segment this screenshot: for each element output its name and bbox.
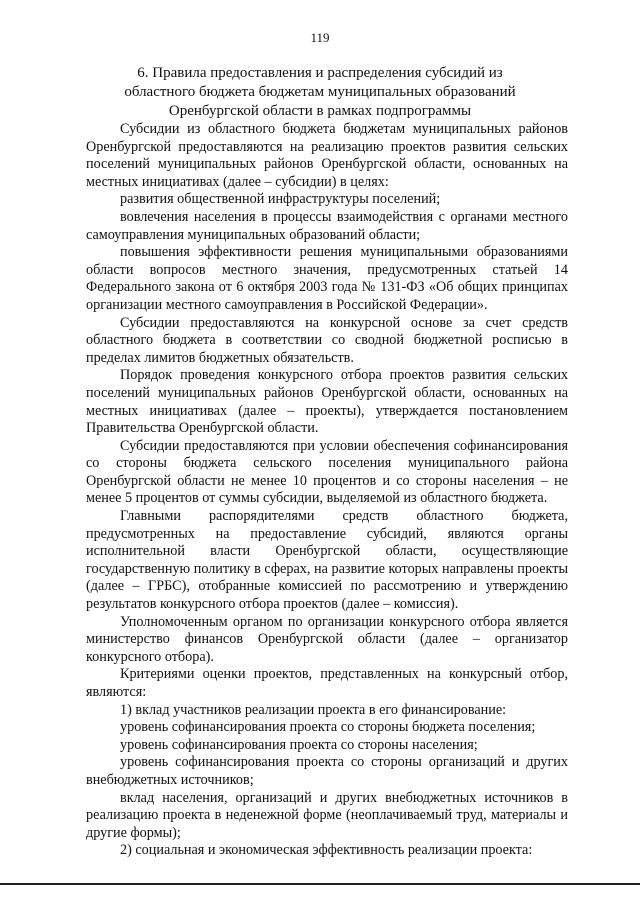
paragraph: Порядок проведения конкурсного отбора проектов развития сельских поселений муниципальных районов Оренбургской области, основанных на местных инициативах (далее – проекты), утверждается постановлением Правительства Оренбургской области. (86, 367, 568, 437)
body-text (86, 121, 568, 860)
paragraph: вклад населения, организаций и других внебюджетных источников в реализацию проекта в неденежной форме (неоплачиваемый труд, материалы и другие формы); (86, 789, 568, 841)
section-heading: 6. Правила предоставления и распределения субсидий из областного бюджета бюджетам муниципальных образований Оренбургской области в рамках подпрограммы (124, 65, 516, 119)
scan-edge-line (0, 883, 640, 885)
paragraph: развития общественной инфраструктуры поселений; (120, 191, 441, 208)
paragraph: Субсидии предоставляются на конкурсной основе за счет средств областного бюджета в соответствии со сводной бюджетной росписью в пределах лимитов бюджетных обязательств. (86, 314, 568, 366)
paragraph: Уполномоченным органом по организации конкурсного отбора является министерство финансов Оренбургской области (далее – организатор конкурсного отбора). (86, 613, 568, 665)
paragraph: Субсидии предоставляются при условии обеспечения софинансирования со стороны бюджета сельского поселения муниципального района Оренбургской области не менее 10 процентов и со стороны населения – не менее 5 процентов от суммы субсидии, выделяемой из областного бюджета. (86, 437, 568, 507)
page-number: 119 (310, 30, 330, 45)
paragraph: уровень софинансирования проекта со стороны организаций и других внебюджетных источников; (86, 754, 568, 788)
paragraph: Критериями оценки проектов, представленных на конкурсный отбор, являются: (86, 666, 568, 700)
paragraph: вовлечения населения в процессы взаимодействия с органами местного самоуправления муниципальных образований области; (86, 208, 568, 243)
paragraph: 1) вклад участников реализации проекта в его финансирование: (120, 701, 507, 718)
paragraph: Главными распорядителями средств областного бюджета, предусмотренных на предоставление субсидий, являются органы исполнительной власти Оренбургской области, осуществляющие государственную политику в сферах, на развитие которых направлены проекты (далее – ГРБС), отобранные комиссией по рассмотрению и утверждению результатов конкурсного отбора проектов (далее – комиссия). (86, 508, 568, 613)
paragraph: повышения эффективности решения муниципальными образованиями области вопросов местного значения, предусмотренных статьей 14 Федерального закона от 6 октября 2003 года № 131-ФЗ «Об общих принципах организации местного самоуправления в Российской Федерации». (86, 244, 568, 313)
paragraph: Субсидии из областного бюджета бюджетам муниципальных районов Оренбургской предоставляются на реализацию проектов развития сельских поселений муниципальных районов Оренбургской области, основанных на местных инициативах (далее – субсидии) в целях: (86, 121, 568, 190)
paragraph: уровень софинансирования проекта со стороны населения; (120, 736, 478, 753)
paragraph: 2) социальная и экономическая эффективность реализации проекта: (120, 842, 533, 859)
paragraph: уровень софинансирования проекта со стороны бюджета поселения; (120, 719, 536, 736)
